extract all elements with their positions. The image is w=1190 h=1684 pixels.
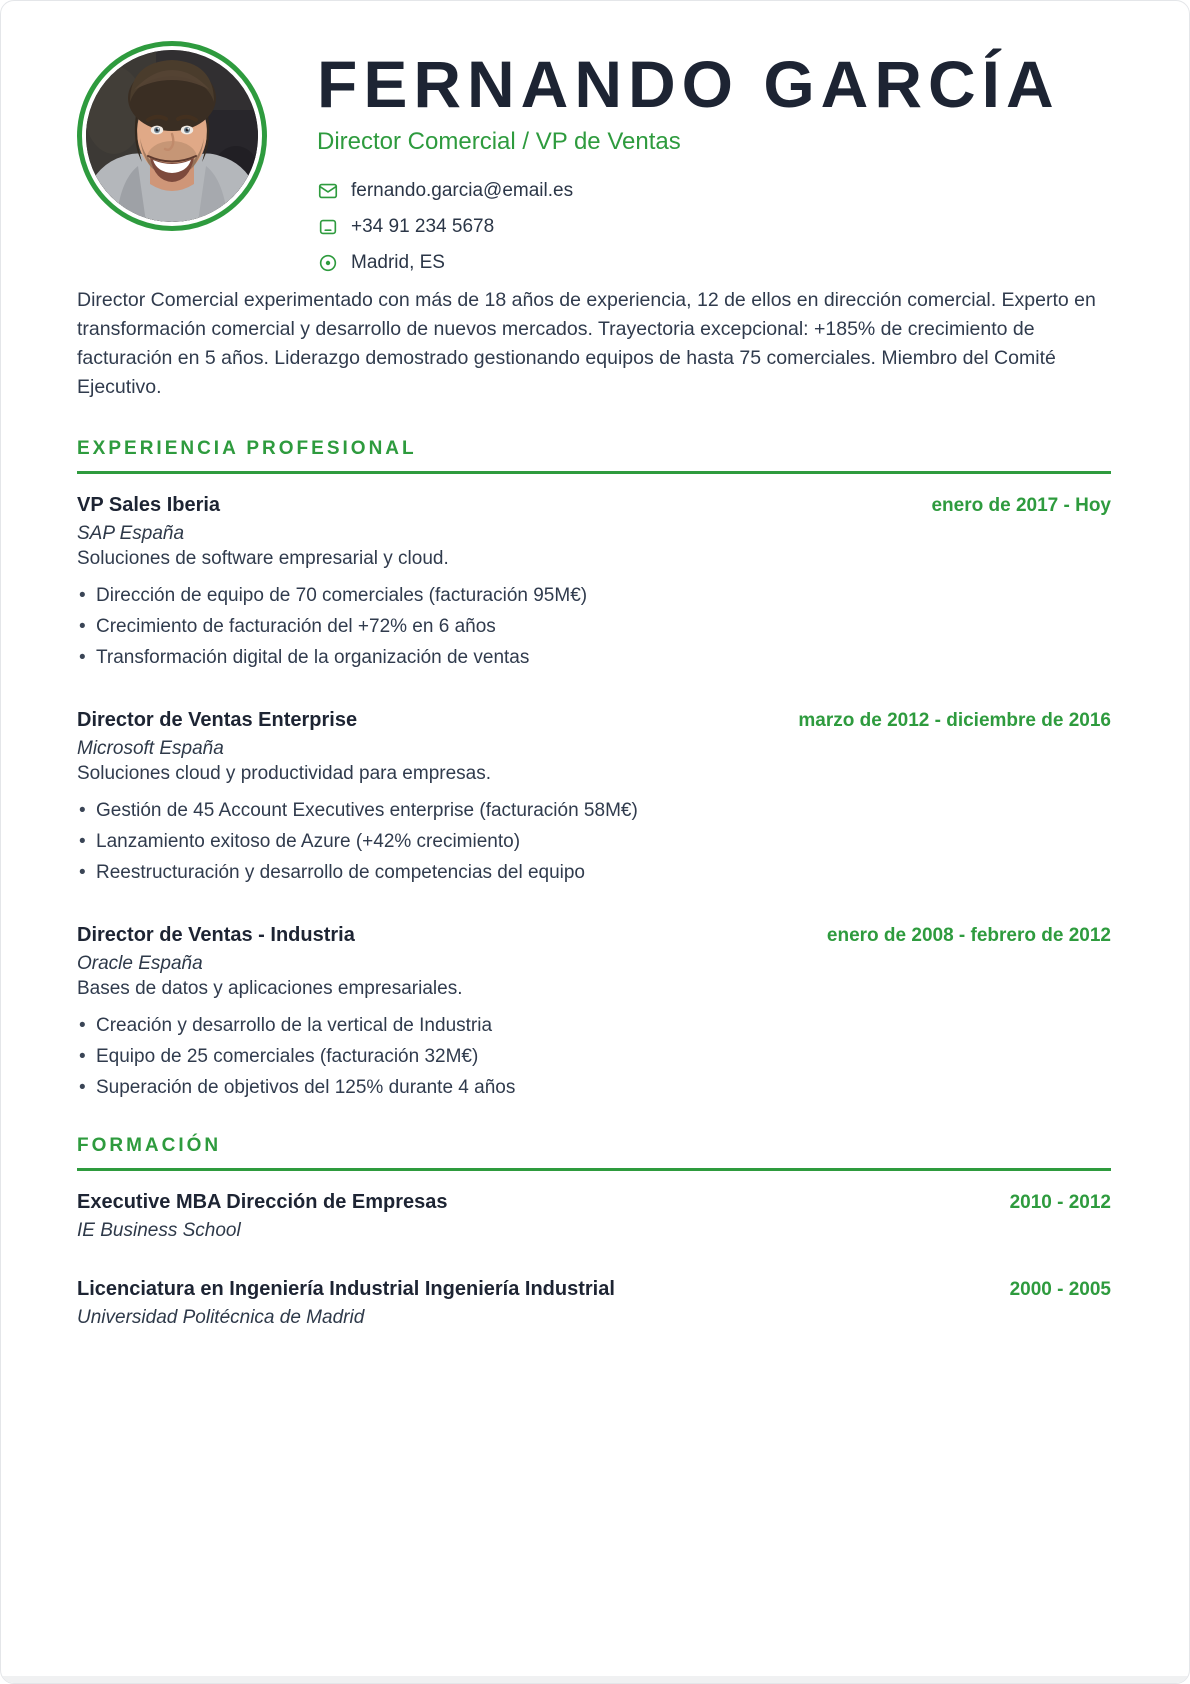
location-pin-icon [317, 252, 339, 274]
bullet-item: • Transformación digital de la organización de ventas [77, 647, 1111, 669]
job-header [77, 494, 1111, 517]
phone-icon [317, 216, 339, 238]
job-achievements [77, 1015, 1111, 1099]
bullet-item: • Equipo de 25 comerciales (facturación 32M€) [77, 1046, 1111, 1068]
contact-location [317, 252, 1060, 274]
profile-photo [77, 41, 267, 231]
resume-header [77, 41, 1109, 274]
contact-phone-text: +34 91 234 5678 [351, 216, 495, 238]
job-header [77, 709, 1111, 732]
job-description: Bases de datos y aplicaciones empresariales. [77, 978, 463, 1000]
bullet-item: • Superación de objetivos del 125% durante 4 años [77, 1077, 1111, 1099]
company-name: SAP España [77, 523, 185, 545]
job-title: Director de Ventas - Industria [77, 924, 355, 947]
bullet-item: • Crecimiento de facturación del +72% en 6 años [77, 616, 1111, 638]
contact-phone [317, 216, 1060, 238]
education-entry [77, 1191, 1111, 1242]
company-name: Microsoft España [77, 738, 224, 760]
bullet-item: • Gestión de 45 Account Executives enterprise (facturación 58M€) [77, 800, 1111, 822]
school-name: IE Business School [77, 1220, 241, 1242]
page-title: FERNANDO GARCÍA [317, 47, 1060, 121]
page-bottom-edge [1, 1676, 1189, 1683]
avatar-illustration [86, 50, 258, 222]
job-headline: Director Comercial / VP de Ventas [317, 128, 681, 156]
job-entry [77, 494, 1111, 669]
education-header [77, 1278, 1111, 1301]
job-entry [77, 709, 1111, 884]
degree-title: Licenciatura en Ingeniería Industrial Ingeniería Industrial [77, 1278, 615, 1301]
degree-title: Executive MBA Dirección de Empresas [77, 1191, 448, 1214]
education-entry [77, 1278, 1111, 1329]
bullet-item: • Reestructuración y desarrollo de competencias del equipo [77, 862, 1111, 884]
education-dates: 2000 - 2005 [1009, 1279, 1111, 1301]
section-divider [77, 1168, 1111, 1171]
job-achievements [77, 800, 1111, 884]
section-experience [77, 438, 1109, 1099]
job-description: Soluciones cloud y productividad para empresas. [77, 763, 492, 785]
education-dates: 2010 - 2012 [1009, 1192, 1111, 1214]
job-dates: enero de 2008 - febrero de 2012 [826, 925, 1111, 947]
school-name: Universidad Politécnica de Madrid [77, 1307, 365, 1329]
bullet-item: • Creación y desarrollo de la vertical de Industria [77, 1015, 1111, 1037]
experience-heading: EXPERIENCIA PROFESIONAL [77, 438, 417, 460]
education-header [77, 1191, 1111, 1214]
bullet-item: • Dirección de equipo de 70 comerciales (facturación 95M€) [77, 585, 1111, 607]
contact-email [317, 180, 1060, 202]
contact-list [317, 180, 1060, 274]
job-achievements [77, 585, 1111, 669]
bullet-item: • Lanzamiento exitoso de Azure (+42% crecimiento) [77, 831, 1111, 853]
education-heading: FORMACIÓN [77, 1135, 222, 1157]
contact-email-text: fernando.garcia@email.es [351, 180, 574, 202]
job-description: Soluciones de software empresarial y cloud. [77, 548, 449, 570]
avatar [86, 50, 258, 222]
job-dates: marzo de 2012 - diciembre de 2016 [798, 710, 1111, 732]
section-education [77, 1135, 1109, 1329]
contact-location-text: Madrid, ES [351, 252, 445, 274]
profile-summary: Director Comercial experimentado con más de 18 años de experiencia, 12 de ellos en dirección comercial. Experto en transformación comercial y desarrollo de nuevos mercados. Trayectoria excepcional: +185% de crecimiento de facturación en 5 años. Liderazgo demostrado gestionando equipos de hasta 75 comerciales. Miembro del Comité Ejecutivo. [77, 289, 1096, 399]
job-entry [77, 924, 1111, 1099]
job-title: Director de Ventas Enterprise [77, 709, 358, 732]
envelope-icon [317, 180, 339, 202]
job-dates: enero de 2017 - Hoy [931, 495, 1111, 517]
header-info [317, 41, 1060, 274]
job-header [77, 924, 1111, 947]
section-divider [77, 471, 1111, 474]
job-title: VP Sales Iberia [77, 494, 221, 517]
company-name: Oracle España [77, 953, 203, 975]
